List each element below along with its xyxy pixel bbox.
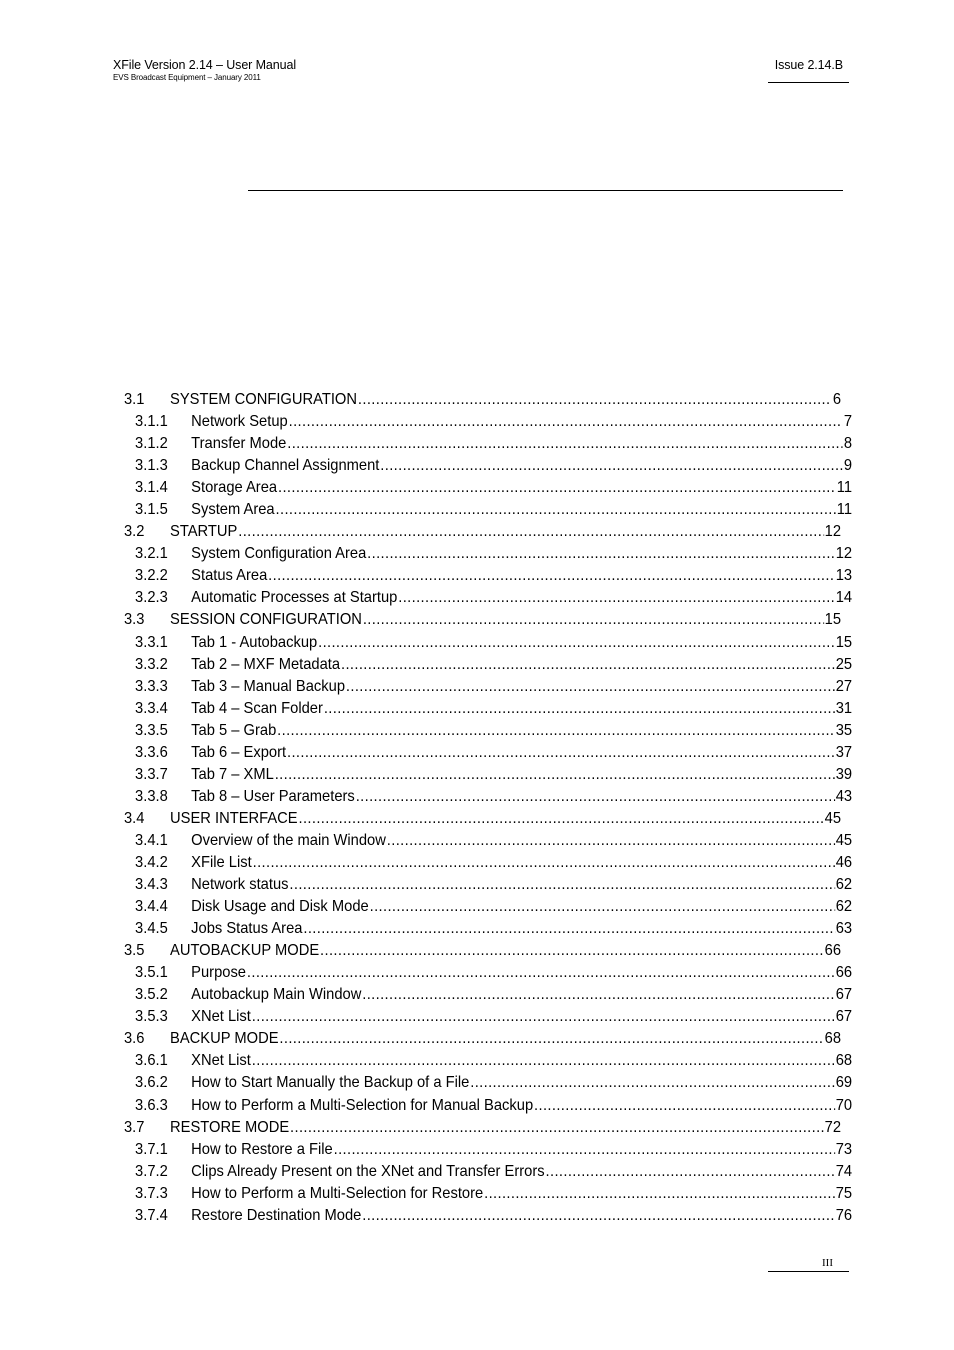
toc-entry[interactable]	[124, 896, 852, 918]
toc-entry-title: Tab 6 – Export	[191, 743, 287, 761]
toc-entry-title: USER INTERFACE	[170, 809, 298, 827]
toc-entry-number: 3.6	[124, 1030, 145, 1048]
toc-entry-title: SYSTEM CONFIGURATION	[170, 391, 358, 408]
toc-entry-title: SESSION CONFIGURATION	[170, 611, 362, 629]
toc-entry-page: 12	[835, 545, 853, 563]
toc-entry-title: Overview of the main Window	[191, 831, 386, 849]
toc-entry-title: Transfer Mode	[191, 435, 287, 453]
toc-entry-page: 25	[835, 655, 853, 673]
toc-entry-number: 3.3.3	[135, 677, 168, 695]
toc-entry-number: 3.4.1	[135, 831, 168, 849]
page-header-left	[113, 58, 296, 83]
toc-entry-number: 3.5.1	[135, 964, 168, 982]
toc-entry-number: 3.4.5	[135, 920, 168, 938]
toc-entry[interactable]	[124, 455, 852, 477]
toc-entry[interactable]	[124, 1139, 852, 1161]
toc-entry-title: Tab 4 – Scan Folder	[191, 699, 323, 717]
toc-entry-number: 3.2.2	[135, 567, 168, 585]
toc-dot-leader	[253, 852, 835, 874]
toc-entry-title: Tab 8 – User Parameters	[191, 787, 355, 805]
toc-entry[interactable]	[124, 852, 852, 874]
toc-entry-title: Disk Usage and Disk Mode	[191, 898, 369, 916]
toc-entry[interactable]	[124, 565, 852, 587]
toc-entry[interactable]	[124, 389, 841, 411]
toc-entry-page: 74	[835, 1162, 853, 1180]
toc-dot-leader	[287, 742, 835, 764]
toc-entry[interactable]	[124, 874, 852, 896]
toc-dot-leader	[247, 962, 835, 984]
toc-entry-page: 35	[835, 721, 853, 739]
toc-entry-page: 6	[832, 391, 842, 408]
document-subtitle: EVS Broadcast Equipment – January 2011	[113, 73, 261, 82]
toc-entry-number: 3.1.5	[135, 501, 168, 519]
toc-entry[interactable]	[124, 1117, 841, 1139]
toc-entry[interactable]	[124, 962, 852, 984]
toc-dot-leader	[380, 455, 843, 477]
toc-entry-number: 3.3.7	[135, 765, 168, 783]
toc-entry[interactable]	[124, 1072, 852, 1094]
toc-entry[interactable]	[124, 984, 852, 1006]
toc-entry-title: RESTORE MODE	[170, 1118, 290, 1136]
toc-entry-title: Network status	[191, 876, 289, 894]
toc-dot-leader	[275, 764, 835, 786]
toc-dot-leader	[289, 874, 834, 896]
toc-dot-leader	[276, 499, 836, 521]
toc-entry-page: 27	[835, 677, 853, 695]
toc-dot-leader	[287, 433, 843, 455]
toc-dot-leader	[346, 676, 835, 698]
toc-entry-page: 69	[835, 1074, 853, 1092]
toc-entry-number: 3.3.6	[135, 743, 168, 761]
toc-entry-page: 37	[835, 743, 853, 761]
toc-entry-number: 3.1.2	[135, 435, 168, 453]
toc-entry-title: AUTOBACKUP MODE	[170, 942, 320, 960]
toc-entry-title: How to Restore a File	[191, 1140, 333, 1158]
toc-entry-number: 3.7.3	[135, 1184, 168, 1202]
toc-entry[interactable]	[124, 808, 841, 830]
toc-entry-number: 3.5	[124, 942, 145, 960]
toc-entry-page: 7	[843, 413, 853, 431]
toc-entry[interactable]	[124, 477, 852, 499]
toc-entry-title: Backup Channel Assignment	[191, 457, 380, 475]
toc-entry-title: Tab 2 – MXF Metadata	[191, 655, 341, 673]
toc-entry-number: 3.7	[124, 1118, 145, 1136]
toc-entry-title: XNet List	[191, 1008, 251, 1026]
toc-entry[interactable]	[124, 1183, 852, 1205]
page-number: III	[822, 1257, 833, 1269]
toc-entry-title: BACKUP MODE	[170, 1030, 279, 1048]
toc-dot-leader	[238, 521, 823, 543]
toc-entry-title: System Area	[191, 501, 275, 519]
toc-entry[interactable]	[124, 698, 852, 720]
toc-entry-number: 3.4.4	[135, 898, 168, 916]
toc-entry-page: 45	[835, 831, 853, 849]
toc-entry-number: 3.1.4	[135, 479, 168, 497]
toc-entry-title: Network Setup	[191, 413, 288, 431]
toc-entry-title: How to Perform a Multi-Selection for Restore	[191, 1184, 484, 1202]
toc-entry-number: 3.2.1	[135, 545, 168, 563]
toc-entry-number: 3.6.2	[135, 1074, 168, 1092]
toc-entry-page: 39	[835, 765, 853, 783]
toc-dot-leader	[252, 1050, 835, 1072]
toc-dot-leader	[356, 786, 835, 808]
table-of-contents	[124, 389, 853, 1227]
toc-entry[interactable]	[124, 609, 841, 631]
toc-entry-page: 15	[835, 633, 853, 651]
toc-entry[interactable]	[124, 676, 852, 698]
toc-entry-number: 3.4.3	[135, 876, 168, 894]
toc-entry-title: Tab 1 - Autobackup	[191, 633, 318, 651]
toc-entry[interactable]	[124, 632, 852, 654]
toc-entry-title: Clips Already Present on the XNet and Transfer Errors	[191, 1162, 545, 1180]
toc-dot-leader	[290, 1117, 824, 1139]
toc-entry-page: 68	[824, 1030, 842, 1048]
toc-entry-number: 3.3.5	[135, 721, 168, 739]
toc-dot-leader	[367, 543, 835, 565]
toc-entry-page: 66	[824, 942, 842, 960]
toc-entry-page: 68	[835, 1052, 853, 1070]
toc-entry[interactable]	[124, 1205, 852, 1227]
toc-entry-number: 3.3	[124, 611, 145, 629]
page-footer	[768, 1256, 849, 1272]
toc-entry[interactable]	[124, 1050, 852, 1072]
toc-entry[interactable]	[124, 1095, 852, 1117]
toc-entry-page: 13	[835, 567, 853, 585]
toc-dot-leader	[324, 698, 835, 720]
toc-entry-number: 3.4.2	[135, 853, 168, 871]
toc-dot-leader	[279, 1028, 823, 1050]
toc-entry[interactable]	[124, 654, 852, 676]
toc-entry[interactable]	[124, 433, 852, 455]
toc-entry-number: 3.7.1	[135, 1140, 168, 1158]
toc-entry-page: 72	[824, 1118, 842, 1136]
toc-entry-title: Storage Area	[191, 479, 278, 497]
toc-entry-number: 3.3.1	[135, 633, 168, 651]
toc-entry-number: 3.7.4	[135, 1206, 168, 1224]
toc-entry-title: Autobackup Main Window	[191, 986, 362, 1004]
section-divider	[248, 190, 843, 191]
toc-dot-leader	[289, 411, 843, 433]
toc-entry-page: 11	[836, 479, 853, 497]
toc-dot-leader	[358, 389, 832, 411]
toc-entry-page: 12	[824, 523, 842, 541]
toc-entry-title: Tab 5 – Grab	[191, 721, 277, 739]
toc-entry[interactable]	[124, 543, 852, 565]
toc-entry[interactable]	[124, 521, 841, 543]
toc-entry-number: 3.4	[124, 809, 145, 827]
toc-entry-number: 3.1.3	[135, 457, 168, 475]
toc-entry-title: Purpose	[191, 964, 246, 982]
toc-entry-number: 3.7.2	[135, 1162, 168, 1180]
toc-dot-leader	[299, 808, 824, 830]
toc-entry[interactable]	[124, 940, 841, 962]
toc-entry-title: XNet List	[191, 1052, 251, 1070]
toc-entry-page: 66	[835, 964, 853, 982]
toc-entry-title: STARTUP	[170, 523, 238, 541]
toc-entry[interactable]	[124, 1161, 852, 1183]
toc-entry-title: System Configuration Area	[191, 545, 367, 563]
toc-entry[interactable]	[124, 786, 852, 808]
toc-dot-leader	[534, 1095, 835, 1117]
toc-entry-number: 3.1.1	[135, 413, 168, 431]
issue-label: Issue 2.14.B	[774, 58, 843, 72]
toc-entry-title: How to Perform a Multi-Selection for Manual Backup	[191, 1096, 534, 1114]
toc-dot-leader	[334, 1139, 835, 1161]
toc-entry-page: 67	[835, 986, 853, 1004]
toc-entry-page: 46	[835, 853, 853, 871]
toc-entry-title: Tab 7 – XML	[191, 765, 274, 783]
toc-dot-leader	[341, 654, 835, 676]
toc-entry-title: Restore Destination Mode	[191, 1206, 362, 1224]
toc-entry[interactable]	[124, 742, 852, 764]
toc-entry-page: 70	[835, 1096, 853, 1114]
toc-entry-page: 8	[843, 435, 853, 453]
toc-dot-leader	[362, 1205, 835, 1227]
toc-dot-leader	[362, 984, 835, 1006]
toc-dot-leader	[278, 477, 836, 499]
toc-dot-leader	[252, 1006, 835, 1028]
toc-entry-number: 3.6.1	[135, 1052, 168, 1070]
toc-dot-leader	[470, 1072, 835, 1094]
toc-entry-page: 31	[835, 699, 853, 717]
toc-entry-number: 3.5.2	[135, 986, 168, 1004]
toc-entry-number: 3.3.4	[135, 699, 168, 717]
page-header-right	[768, 58, 849, 83]
toc-dot-leader	[277, 720, 835, 742]
toc-dot-leader	[387, 830, 835, 852]
toc-entry[interactable]	[124, 764, 852, 786]
toc-entry-page: 63	[835, 920, 853, 938]
toc-entry-title: Tab 3 – Manual Backup	[191, 677, 346, 695]
toc-entry-number: 3.2	[124, 523, 145, 541]
toc-entry-page: 75	[835, 1184, 853, 1202]
toc-entry[interactable]	[124, 587, 852, 609]
toc-entry-number: 3.6.3	[135, 1096, 168, 1114]
toc-entry-page: 62	[835, 898, 853, 916]
toc-entry-number: 3.3.2	[135, 655, 168, 673]
toc-entry-title: Status Area	[191, 567, 268, 585]
toc-entry[interactable]	[124, 1028, 841, 1050]
toc-dot-leader	[370, 896, 835, 918]
toc-entry-number: 3.3.8	[135, 787, 168, 805]
toc-entry[interactable]	[124, 918, 852, 940]
toc-dot-leader	[268, 565, 835, 587]
toc-entry-title: XFile List	[191, 853, 252, 871]
document-title: XFile Version 2.14 – User Manual	[113, 58, 297, 72]
toc-dot-leader	[363, 609, 824, 631]
toc-dot-leader	[318, 632, 835, 654]
toc-entry-title: Automatic Processes at Startup	[191, 589, 398, 607]
toc-entry[interactable]	[124, 830, 852, 852]
toc-entry-title: Jobs Status Area	[191, 920, 303, 938]
toc-entry-number: 3.1	[124, 391, 145, 408]
toc-entry-page: 9	[843, 457, 853, 475]
toc-entry-page: 43	[835, 787, 853, 805]
toc-entry-page: 62	[835, 876, 853, 894]
toc-entry[interactable]	[124, 411, 852, 433]
toc-entry-page: 15	[824, 611, 842, 629]
toc-entry-page: 67	[835, 1008, 853, 1026]
toc-dot-leader	[398, 587, 835, 609]
toc-entry-page: 73	[835, 1140, 853, 1158]
toc-entry[interactable]	[124, 720, 852, 742]
toc-entry-page: 76	[835, 1206, 853, 1224]
toc-entry-number: 3.2.3	[135, 589, 168, 607]
toc-dot-leader	[484, 1183, 835, 1205]
toc-dot-leader	[303, 918, 834, 940]
toc-entry-page: 11	[836, 501, 853, 519]
toc-dot-leader	[546, 1161, 835, 1183]
toc-entry[interactable]	[124, 499, 852, 521]
toc-entry-page: 14	[835, 589, 853, 607]
toc-entry-page: 45	[824, 809, 842, 827]
toc-entry[interactable]	[124, 1006, 852, 1028]
toc-dot-leader	[320, 940, 824, 962]
toc-entry-title: How to Start Manually the Backup of a File	[191, 1074, 470, 1092]
toc-entry-number: 3.5.3	[135, 1008, 168, 1026]
